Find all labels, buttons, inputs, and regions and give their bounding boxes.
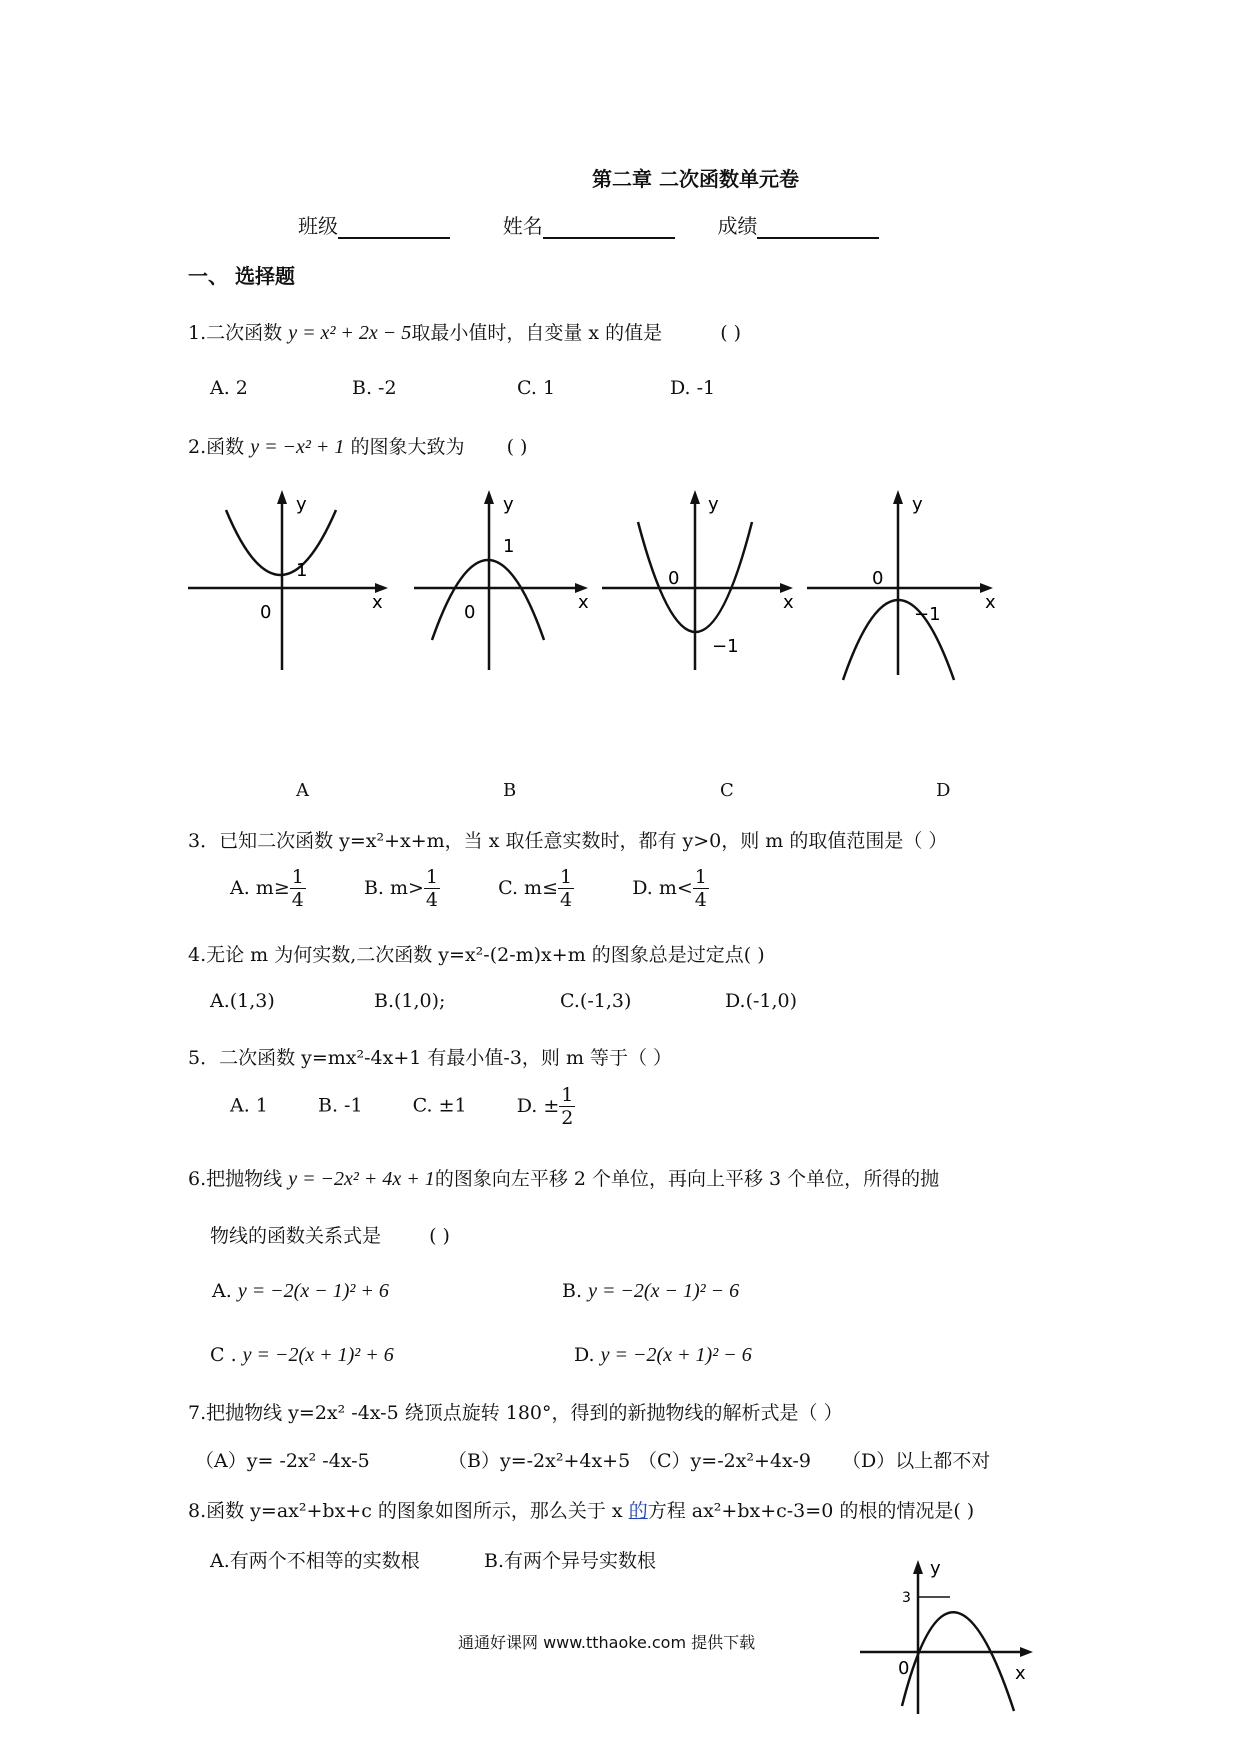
graph-d [807, 490, 996, 680]
q6-option-d: D. y = −2(x + 1)² − 6 [574, 1344, 752, 1366]
question-1 [188, 318, 741, 345]
q4-option-a: A.(1,3) [210, 990, 275, 1012]
graph-letter-c: C [720, 780, 734, 801]
q4-option-d: D.(-1,0) [725, 990, 798, 1012]
q8-graph-origin: 0 [898, 1658, 910, 1679]
q8-option-a: A.有两个不相等的实数根 [210, 1550, 420, 1572]
q1-option-a: A. 2 [210, 377, 248, 399]
q8-option-b: B.有两个异号实数根 [484, 1550, 657, 1572]
graph-b-x: x [578, 592, 589, 613]
graph-a-one: 1 [296, 560, 308, 581]
q5-option-d: D. ± $\frac{1}{2}$ [516, 1084, 574, 1129]
question-7: 7.把抛物线 y=2x² -4x-5 绕顶点旋转 180°，得到的新抛物线的解析式是（ ） [188, 1402, 843, 1424]
graph-c-y: y [708, 494, 719, 515]
q3-option-b: B. m> $\frac{1}{4}$ [363, 866, 439, 911]
graph-letter-d: D [936, 780, 951, 801]
q2-answer-paren: ( ) [506, 436, 528, 458]
class-label: 班级 [298, 214, 338, 238]
graph-a-x: x [372, 592, 383, 613]
graph-d-neg-one: −1 [914, 604, 941, 625]
q1-stem-post: 取最小值时，自变量 x 的值是 [411, 322, 663, 344]
q8-graph-three: 3 [902, 1590, 911, 1606]
name-label: 姓名 [502, 214, 543, 238]
q4-option-b: B.(1,0); [374, 990, 446, 1012]
q2-stem-pre: 2.函数 [188, 436, 245, 458]
q3-options [230, 866, 709, 911]
section-heading: 一、 选择题 [188, 264, 295, 288]
question-6-line2 [210, 1221, 450, 1248]
q7-option-c: （C）y=-2x²+4x-9 [638, 1450, 811, 1472]
graph-b-origin: 0 [464, 602, 476, 623]
q3-option-a: A. m≥ $\frac{1}{4}$ [230, 866, 304, 911]
question-2 [188, 432, 527, 459]
page-title: 第二章 二次函数单元卷 [592, 167, 799, 191]
q8-graph-x: x [1015, 1663, 1026, 1684]
q2-graphs [0, 480, 1240, 700]
question-4: 4.无论 m 为何实数,二次函数 y=x²-(2-m)x+m 的图象总是过定点( ) [188, 944, 765, 966]
q8-graph [850, 1556, 1060, 1716]
question-5: 5．二次函数 y=mx²-4x+1 有最小值-3，则 m 等于（ ） [188, 1047, 673, 1069]
q6-stem-line2: 物线的函数关系式是 [210, 1225, 382, 1247]
graph-b-one: 1 [503, 536, 515, 557]
graph-d-y: y [912, 494, 923, 515]
q1-formula: y = x² + 2x − 5 [288, 322, 412, 344]
q5-option-c: C. ±1 [412, 1094, 467, 1117]
q1-stem-pre: 1.二次函数 [188, 322, 283, 344]
q6-option-a: A. y = −2(x − 1)² + 6 [212, 1280, 389, 1302]
q3-option-d: D. m< $\frac{1}{4}$ [632, 866, 707, 911]
q8-stem-post: 方程 ax²+bx+c-3=0 的根的情况是( ) [647, 1500, 975, 1522]
graph-d-x: x [985, 592, 996, 613]
graph-c [602, 490, 794, 670]
score-label: 成绩 [717, 214, 758, 238]
q6-formula: y = −2x² + 4x + 1 [288, 1168, 435, 1190]
q6-option-c: C . y = −2(x + 1)² + 6 [210, 1344, 394, 1366]
graph-a [188, 490, 388, 670]
q1-answer-paren: ( ) [720, 322, 742, 344]
graph-b-y: y [503, 494, 514, 515]
question-3: 3．已知二次函数 y=x²+x+m，当 x 取任意实数时，都有 y>0，则 m 的取值范围是（ ） [188, 830, 948, 852]
q7-option-b: （B）y=-2x²+4x+5 [448, 1450, 631, 1472]
q6-stem-post: 的图象向左平移 2 个单位，再向上平移 3 个单位，所得的抛 [434, 1168, 940, 1190]
graph-a-y: y [296, 494, 307, 515]
footer: 通通好课网 www.tthaoke.com 提供下载 [458, 1633, 756, 1652]
graph-d-origin: 0 [872, 568, 884, 589]
q8-graph-y: y [930, 1558, 941, 1579]
q2-formula: y = −x² + 1 [250, 436, 345, 458]
q6-answer-paren: ( ) [429, 1225, 450, 1247]
q5-option-b: B. -1 [317, 1094, 363, 1117]
q7-option-d: （D）以上都不对 [842, 1450, 991, 1472]
q5-option-a: A. 1 [230, 1094, 268, 1117]
graph-letter-b: B [503, 780, 517, 801]
header-fields [298, 210, 879, 239]
q2-stem-post: 的图象大致为 [350, 436, 465, 458]
q3-option-c: C. m≤ $\frac{1}{4}$ [498, 866, 573, 911]
q6-stem-pre: 6.把抛物线 [188, 1168, 283, 1190]
graph-c-neg-one: −1 [712, 636, 739, 657]
graph-b [414, 490, 589, 670]
graph-c-origin: 0 [668, 568, 680, 589]
question-6 [188, 1164, 939, 1191]
question-8 [188, 1496, 974, 1523]
q7-option-a: （A）y= -2x² -4x-5 [195, 1450, 370, 1472]
q8-link[interactable]: 的 [628, 1500, 648, 1522]
q8-stem-pre: 8.函数 y=ax²+bx+c 的图象如图所示，那么关于 x [188, 1500, 629, 1522]
q1-option-b: B. -2 [352, 377, 397, 399]
q1-option-d: D. -1 [670, 377, 716, 399]
name-blank[interactable] [543, 215, 675, 239]
score-blank[interactable] [757, 215, 879, 239]
q1-option-c: C. 1 [517, 377, 556, 399]
q5-options [230, 1084, 575, 1129]
graph-letter-a: A [296, 780, 309, 801]
graph-a-origin: 0 [260, 602, 272, 623]
q4-option-c: C.(-1,3) [560, 990, 632, 1012]
class-blank[interactable] [338, 215, 450, 239]
q6-option-b: B. y = −2(x − 1)² − 6 [562, 1280, 740, 1302]
graph-c-x: x [783, 592, 794, 613]
